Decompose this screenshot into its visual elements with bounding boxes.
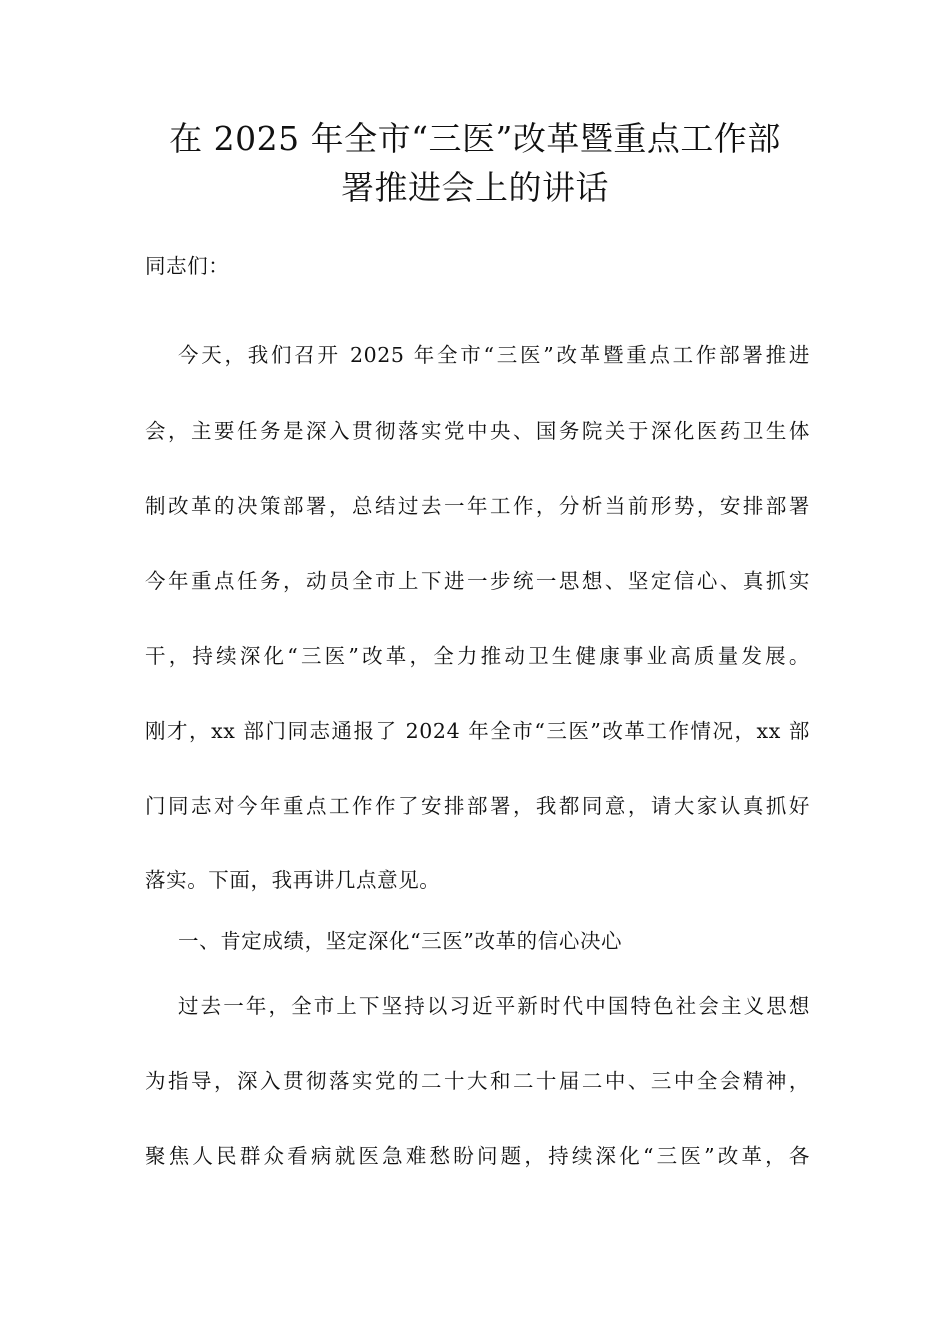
paragraph-1-line-1: 今天，我们召开 2025 年全市“三医”改革暨重点工作部署推进 (178, 343, 810, 367)
section-1-heading: 一、肯定成绩，坚定深化“三医”改革的信心决心 (178, 929, 623, 953)
paragraph-1-line-3: 制改革的决策部署，总结过去一年工作，分析当前形势，安排部署 (145, 494, 810, 518)
document-title-line-1: 在 2025 年全市“三医”改革暨重点工作部 (169, 119, 781, 158)
paragraph-2-line-1: 过去一年，全市上下坚持以习近平新时代中国特色社会主义思想 (178, 994, 810, 1018)
paragraph-1-line-7: 门同志对今年重点工作作了安排部署，我都同意，请大家认真抓好 (145, 794, 810, 818)
salutation: 同志们： (145, 254, 230, 278)
paragraph-1-line-2: 会，主要任务是深入贯彻落实党中央、国务院关于深化医药卫生体 (145, 419, 810, 443)
paragraph-1-line-6: 刚才，xx 部门同志通报了 2024 年全市“三医”改革工作情况，xx 部 (145, 719, 810, 743)
paragraph-1-line-8: 落实。下面，我再讲几点意见。 (145, 868, 441, 892)
paragraph-2-line-3: 聚焦人民群众看病就医急难愁盼问题，持续深化“三医”改革，各 (145, 1144, 810, 1168)
paragraph-1-line-4: 今年重点任务，动员全市上下进一步统一思想、坚定信心、真抓实 (145, 569, 810, 593)
document-title-line-2: 署推进会上的讲话 (341, 168, 609, 207)
paragraph-2-line-2: 为指导，深入贯彻落实党的二十大和二十届二中、三中全会精神， (145, 1069, 810, 1093)
paragraph-1-line-5: 干，持续深化“三医”改革，全力推动卫生健康事业高质量发展。 (145, 644, 810, 668)
